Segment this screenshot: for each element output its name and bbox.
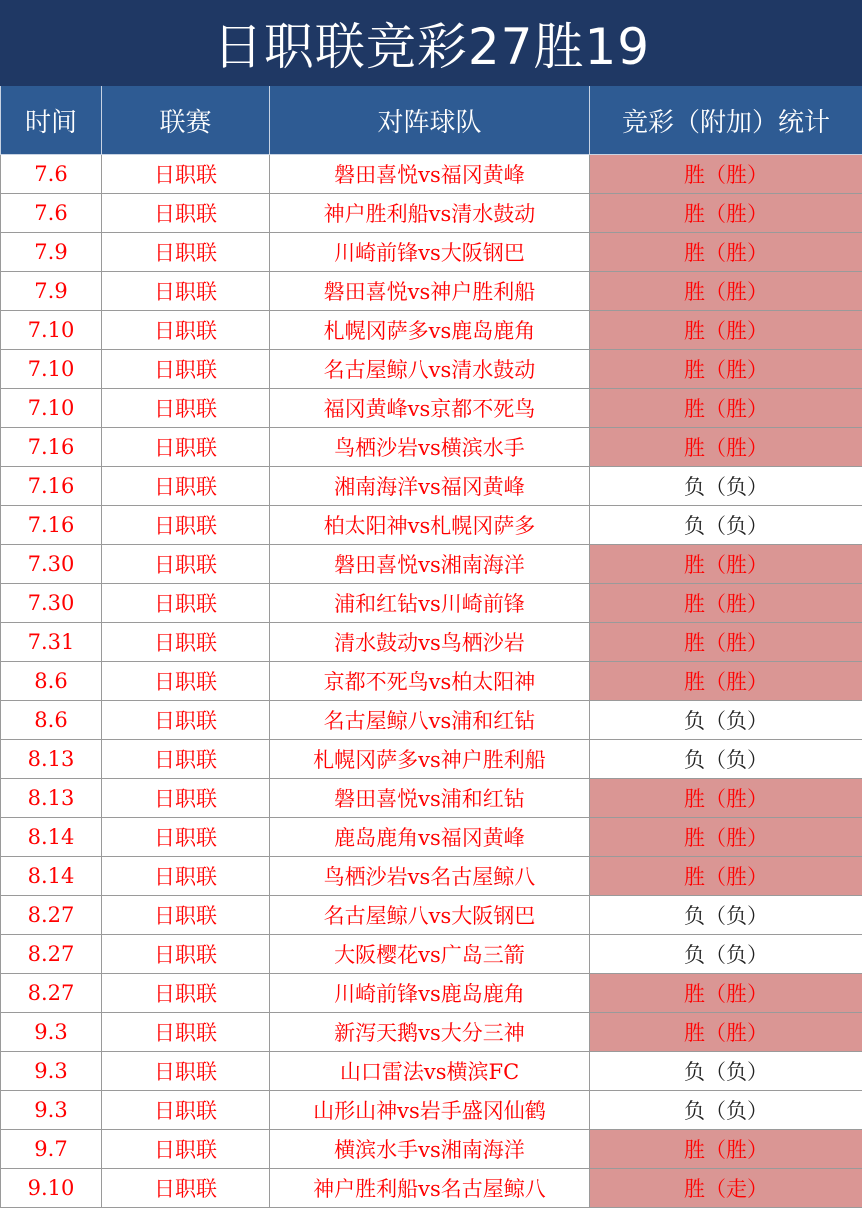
date-cell: 7.6 (1, 155, 102, 194)
date-cell: 7.16 (1, 428, 102, 467)
header-stat: 竞彩（附加）统计 (590, 86, 862, 155)
result-cell: 胜（胜） (590, 857, 862, 896)
match-cell: 大阪樱花vs广岛三箭 (270, 935, 590, 974)
league-cell: 日职联 (102, 662, 270, 701)
date-cell: 7.16 (1, 467, 102, 506)
date-cell: 8.27 (1, 974, 102, 1013)
table-row (1, 623, 862, 662)
result-cell: 负（负） (590, 896, 862, 935)
match-cell: 福冈黄峰vs京都不死鸟 (270, 389, 590, 428)
match-cell: 浦和红钻vs川崎前锋 (270, 584, 590, 623)
result-cell: 胜（胜） (590, 155, 862, 194)
match-cell: 磐田喜悦vs神户胜利船 (270, 272, 590, 311)
league-cell: 日职联 (102, 389, 270, 428)
table-row (1, 1091, 862, 1130)
match-cell: 清水鼓动vs鸟栖沙岩 (270, 623, 590, 662)
league-cell: 日职联 (102, 584, 270, 623)
table-row (1, 701, 862, 740)
date-cell: 8.13 (1, 740, 102, 779)
date-cell: 8.27 (1, 935, 102, 974)
table-row (1, 857, 862, 896)
league-cell: 日职联 (102, 272, 270, 311)
date-cell: 7.10 (1, 350, 102, 389)
match-cell: 神户胜利船vs清水鼓动 (270, 194, 590, 233)
table-row (1, 428, 862, 467)
date-cell: 7.10 (1, 389, 102, 428)
table-row (1, 1052, 862, 1091)
league-cell: 日职联 (102, 311, 270, 350)
date-cell: 9.10 (1, 1169, 102, 1208)
table-row (1, 935, 862, 974)
result-cell: 胜（胜） (590, 428, 862, 467)
result-cell: 胜（胜） (590, 1013, 862, 1052)
result-cell: 胜（胜） (590, 545, 862, 584)
league-cell: 日职联 (102, 701, 270, 740)
date-cell: 8.6 (1, 701, 102, 740)
league-cell: 日职联 (102, 194, 270, 233)
match-cell: 川崎前锋vs大阪钢巴 (270, 233, 590, 272)
table-row (1, 662, 862, 701)
result-cell: 胜（走） (590, 1169, 862, 1208)
date-cell: 8.14 (1, 818, 102, 857)
table-row (1, 740, 862, 779)
table-row (1, 1013, 862, 1052)
table-row (1, 974, 862, 1013)
league-cell: 日职联 (102, 896, 270, 935)
league-cell: 日职联 (102, 545, 270, 584)
league-cell: 日职联 (102, 1130, 270, 1169)
result-cell: 胜（胜） (590, 350, 862, 389)
result-cell: 胜（胜） (590, 272, 862, 311)
league-cell: 日职联 (102, 818, 270, 857)
result-cell: 胜（胜） (590, 818, 862, 857)
match-cell: 山形山神vs岩手盛冈仙鹤 (270, 1091, 590, 1130)
match-cell: 横滨水手vs湘南海洋 (270, 1130, 590, 1169)
match-cell: 山口雷法vs横滨FC (270, 1052, 590, 1091)
result-cell: 负（负） (590, 935, 862, 974)
result-cell: 负（负） (590, 1091, 862, 1130)
league-cell: 日职联 (102, 974, 270, 1013)
result-cell: 胜（胜） (590, 662, 862, 701)
table-row (1, 779, 862, 818)
header-teams: 对阵球队 (270, 86, 590, 155)
match-cell: 磐田喜悦vs浦和红钻 (270, 779, 590, 818)
date-cell: 9.3 (1, 1013, 102, 1052)
result-cell: 胜（胜） (590, 623, 862, 662)
match-cell: 札幌冈萨多vs神户胜利船 (270, 740, 590, 779)
table-row (1, 1169, 862, 1208)
match-cell: 磐田喜悦vs福冈黄峰 (270, 155, 590, 194)
date-cell: 7.6 (1, 194, 102, 233)
league-cell: 日职联 (102, 779, 270, 818)
date-cell: 8.13 (1, 779, 102, 818)
league-cell: 日职联 (102, 506, 270, 545)
table-row (1, 467, 862, 506)
date-cell: 7.10 (1, 311, 102, 350)
league-cell: 日职联 (102, 740, 270, 779)
match-cell: 磐田喜悦vs湘南海洋 (270, 545, 590, 584)
result-cell: 负（负） (590, 740, 862, 779)
date-cell: 8.27 (1, 896, 102, 935)
date-cell: 7.16 (1, 506, 102, 545)
result-cell: 胜（胜） (590, 779, 862, 818)
match-cell: 湘南海洋vs福冈黄峰 (270, 467, 590, 506)
result-cell: 胜（胜） (590, 311, 862, 350)
match-cell: 鸟栖沙岩vs横滨水手 (270, 428, 590, 467)
result-cell: 胜（胜） (590, 584, 862, 623)
table-row (1, 818, 862, 857)
table-row (1, 194, 862, 233)
date-cell: 8.14 (1, 857, 102, 896)
table-row (1, 233, 862, 272)
result-cell: 胜（胜） (590, 194, 862, 233)
result-cell: 负（负） (590, 506, 862, 545)
league-cell: 日职联 (102, 428, 270, 467)
match-cell: 神户胜利船vs名古屋鲸八 (270, 1169, 590, 1208)
league-cell: 日职联 (102, 857, 270, 896)
table-row (1, 311, 862, 350)
table-row (1, 272, 862, 311)
table-row (1, 389, 862, 428)
match-cell: 名古屋鲸八vs浦和红钻 (270, 701, 590, 740)
match-cell: 新泻天鹅vs大分三神 (270, 1013, 590, 1052)
result-cell: 胜（胜） (590, 389, 862, 428)
match-cell: 京都不死鸟vs柏太阳神 (270, 662, 590, 701)
result-cell: 负（负） (590, 1052, 862, 1091)
table-row (1, 1130, 862, 1169)
table-row (1, 584, 862, 623)
league-cell: 日职联 (102, 155, 270, 194)
league-cell: 日职联 (102, 467, 270, 506)
result-cell: 负（负） (590, 701, 862, 740)
table-row (1, 545, 862, 584)
match-cell: 名古屋鲸八vs大阪钢巴 (270, 896, 590, 935)
date-cell: 7.9 (1, 272, 102, 311)
date-cell: 7.9 (1, 233, 102, 272)
league-cell: 日职联 (102, 233, 270, 272)
table-row (1, 896, 862, 935)
match-cell: 鸟栖沙岩vs名古屋鲸八 (270, 857, 590, 896)
league-cell: 日职联 (102, 1013, 270, 1052)
match-cell: 柏太阳神vs札幌冈萨多 (270, 506, 590, 545)
date-cell: 8.6 (1, 662, 102, 701)
date-cell: 7.30 (1, 545, 102, 584)
result-cell: 负（负） (590, 467, 862, 506)
league-cell: 日职联 (102, 350, 270, 389)
league-cell: 日职联 (102, 1052, 270, 1091)
date-cell: 7.31 (1, 623, 102, 662)
result-cell: 胜（胜） (590, 1130, 862, 1169)
match-cell: 川崎前锋vs鹿岛鹿角 (270, 974, 590, 1013)
header-league: 联赛 (102, 86, 270, 155)
league-cell: 日职联 (102, 1091, 270, 1130)
match-cell: 札幌冈萨多vs鹿岛鹿角 (270, 311, 590, 350)
page-title: 日职联竞彩27胜19 (1, 1, 862, 86)
date-cell: 9.7 (1, 1130, 102, 1169)
league-cell: 日职联 (102, 1169, 270, 1208)
header-time: 时间 (1, 86, 102, 155)
league-cell: 日职联 (102, 623, 270, 662)
result-cell: 胜（胜） (590, 974, 862, 1013)
table-body (1, 155, 862, 1208)
match-cell: 鹿岛鹿角vs福冈黄峰 (270, 818, 590, 857)
match-cell: 名古屋鲸八vs清水鼓动 (270, 350, 590, 389)
league-cell: 日职联 (102, 935, 270, 974)
table-row (1, 350, 862, 389)
header-row (1, 86, 862, 155)
result-cell: 胜（胜） (590, 233, 862, 272)
table-row (1, 506, 862, 545)
date-cell: 9.3 (1, 1091, 102, 1130)
date-cell: 9.3 (1, 1052, 102, 1091)
date-cell: 7.30 (1, 584, 102, 623)
table-row (1, 155, 862, 194)
